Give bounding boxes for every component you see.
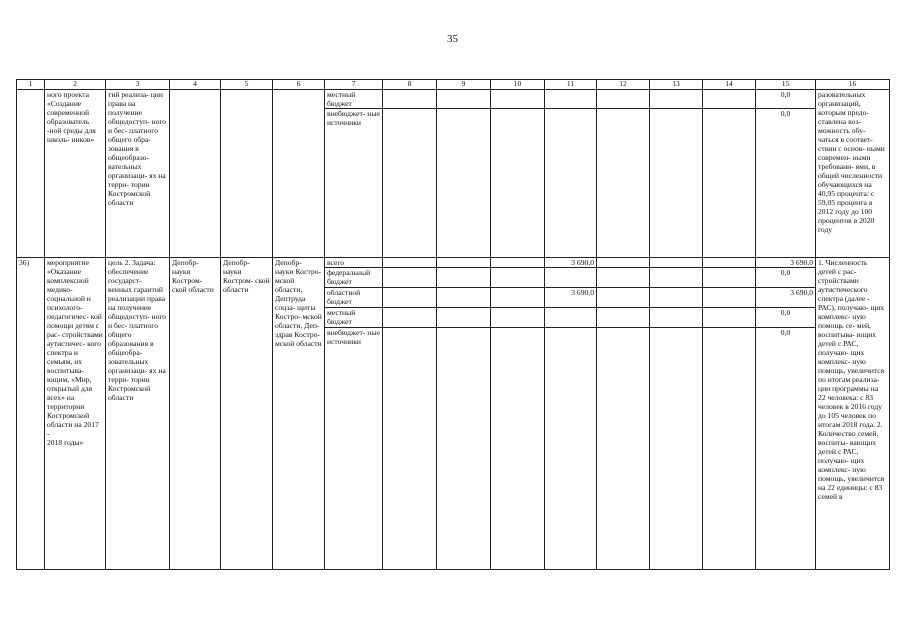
value-cell <box>491 308 545 328</box>
value-cell <box>437 308 491 328</box>
value-cell <box>597 258 650 268</box>
funding-source-cell: всего <box>325 258 383 268</box>
value-cell <box>703 258 756 268</box>
funding-source-cell: областной бюджет <box>325 288 383 308</box>
value-cell <box>545 109 597 258</box>
goal-cell: цель 2. Задача: обеспечение государст- венных гарантий реализации права на получение общедоступ- ного и бес- платного общего образования в общеобра- зовательных организаци- ях на терри- тории Костромской области <box>106 258 170 570</box>
responsible-cell <box>221 90 273 258</box>
funding-source-cell: внебюджет- ные источники <box>325 328 383 570</box>
total-cell: 0,0 <box>756 268 816 288</box>
funding-source-cell: внебюджет- ные источники <box>325 109 383 258</box>
value-cell <box>703 308 756 328</box>
value-2018-cell <box>545 308 597 328</box>
header-cell: 12 <box>597 80 650 90</box>
value-cell <box>650 268 703 288</box>
activity-name-cell: ного проекта «Создание современной образователь -ной среды для школь- ников» <box>45 90 106 258</box>
total-cell: 3 690,0 <box>756 288 816 308</box>
coordinator-cell <box>170 90 221 258</box>
value-cell <box>703 109 756 258</box>
value-cell <box>491 268 545 288</box>
funding-source-cell: местный бюджет <box>325 308 383 328</box>
header-cell: 9 <box>437 80 491 90</box>
value-cell <box>437 109 491 258</box>
value-cell <box>383 109 437 258</box>
total-cell: 3 690,0 <box>756 258 816 268</box>
row-number-cell <box>17 90 45 258</box>
value-cell <box>597 288 650 308</box>
value-2018-cell <box>545 328 597 570</box>
responsible-cell: Депобр- науки Костром- ской области <box>221 258 273 570</box>
total-cell: 0,0 <box>756 90 816 109</box>
value-cell <box>597 90 650 109</box>
value-cell <box>437 258 491 268</box>
value-cell <box>650 258 703 268</box>
coordinator-cell: Депобр- науки Костром- ской области <box>170 258 221 570</box>
value-cell <box>650 288 703 308</box>
value-cell <box>437 268 491 288</box>
header-cell: 7 <box>325 80 383 90</box>
total-cell: 0,0 <box>756 328 816 570</box>
header-cell: 16 <box>816 80 890 90</box>
value-cell <box>383 308 437 328</box>
value-cell <box>597 308 650 328</box>
header-cell: 3 <box>106 80 170 90</box>
participants-cell: Депобр- науки Костро- мской области, Дептруда соцза- щиты Костро- мской области, Деп- здрав Костро- мской области <box>273 258 325 570</box>
goal-cell: тий реализа- ции права на получение общедоступ- ного и бес- платного общего обра- зования в общеобразо- вательных организаци- ях на терри- тории Костромской области <box>106 90 170 258</box>
value-2018-cell: 3 690,0 <box>545 258 597 268</box>
header-row <box>17 80 890 90</box>
total-cell: 0,0 <box>756 308 816 328</box>
result-cell: 1. Численность детей с рас- стройствами аутистического спектра (далее - РАС), получаю- щих комплекс- ную помощь се- мей, воспитыва- ющих детей с РАС, получаю- щих комплекс- ную помощь, увеличится по итогам реализа- ции программы на 22 человека: с 83 человек в 2016 году до 105 человек по итогам 2018 года. 2. Количество семей, воспиты- вающих детей с РАС, получаю- щих комплекс- ную помощь, увеличится на 22 единицы: с 83 семей в <box>816 258 890 570</box>
value-cell <box>437 328 491 570</box>
header-cell: 15 <box>756 80 816 90</box>
table-row <box>17 258 890 268</box>
funding-source-cell: федеральный бюджет <box>325 268 383 288</box>
program-activities-table <box>16 79 890 570</box>
value-cell <box>437 90 491 109</box>
funding-source-cell: местный бюджет <box>325 90 383 109</box>
table-row <box>17 90 890 109</box>
header-cell: 1 <box>17 80 45 90</box>
value-cell <box>491 90 545 109</box>
value-cell <box>383 268 437 288</box>
header-cell: 4 <box>170 80 221 90</box>
value-2018-cell: 3 690,0 <box>545 288 597 308</box>
value-cell <box>703 268 756 288</box>
value-cell <box>383 90 437 109</box>
value-cell <box>650 328 703 570</box>
participants-cell <box>273 90 325 258</box>
value-cell <box>650 90 703 109</box>
value-cell <box>650 308 703 328</box>
header-cell: 8 <box>383 80 437 90</box>
value-cell <box>703 328 756 570</box>
header-cell: 13 <box>650 80 703 90</box>
value-cell <box>491 288 545 308</box>
header-cell: 14 <box>703 80 756 90</box>
page-number: 35 <box>447 33 458 45</box>
value-cell <box>650 109 703 258</box>
value-cell <box>491 328 545 570</box>
value-cell <box>491 109 545 258</box>
row-number-cell: 36) <box>17 258 45 570</box>
activity-name-cell: мероприятие «Оказание комплексной медико- социальной и психолого- педагогичес- кой помощи детям с рас- стройствами аутистичес- кого спектра и семьям, их воспитыва- ющим, «Мир, открытый для всех» на территории Костромской области на 2017 - 2018 годы» <box>45 258 106 570</box>
value-cell <box>383 328 437 570</box>
value-cell <box>597 109 650 258</box>
header-cell: 11 <box>545 80 597 90</box>
value-cell <box>383 288 437 308</box>
value-cell <box>491 258 545 268</box>
header-cell: 2 <box>45 80 106 90</box>
value-cell <box>703 288 756 308</box>
value-cell <box>545 90 597 109</box>
header-cell: 5 <box>221 80 273 90</box>
value-cell <box>597 328 650 570</box>
value-cell <box>437 288 491 308</box>
value-cell <box>597 268 650 288</box>
value-cell <box>383 258 437 268</box>
total-cell: 0,0 <box>756 109 816 258</box>
value-2018-cell <box>545 268 597 288</box>
result-cell: разовательных организаций, которым предо- ставлена воз- можность обу- чаться в соответ- ствии с основ- ными современ- ными требовани- ями, в общей численности обучающихся на 40,95 процента: с 59,05 процента в 2012 году до 100 процентов в 2020 году <box>816 90 890 258</box>
header-cell: 10 <box>491 80 545 90</box>
header-cell: 6 <box>273 80 325 90</box>
value-cell <box>703 90 756 109</box>
